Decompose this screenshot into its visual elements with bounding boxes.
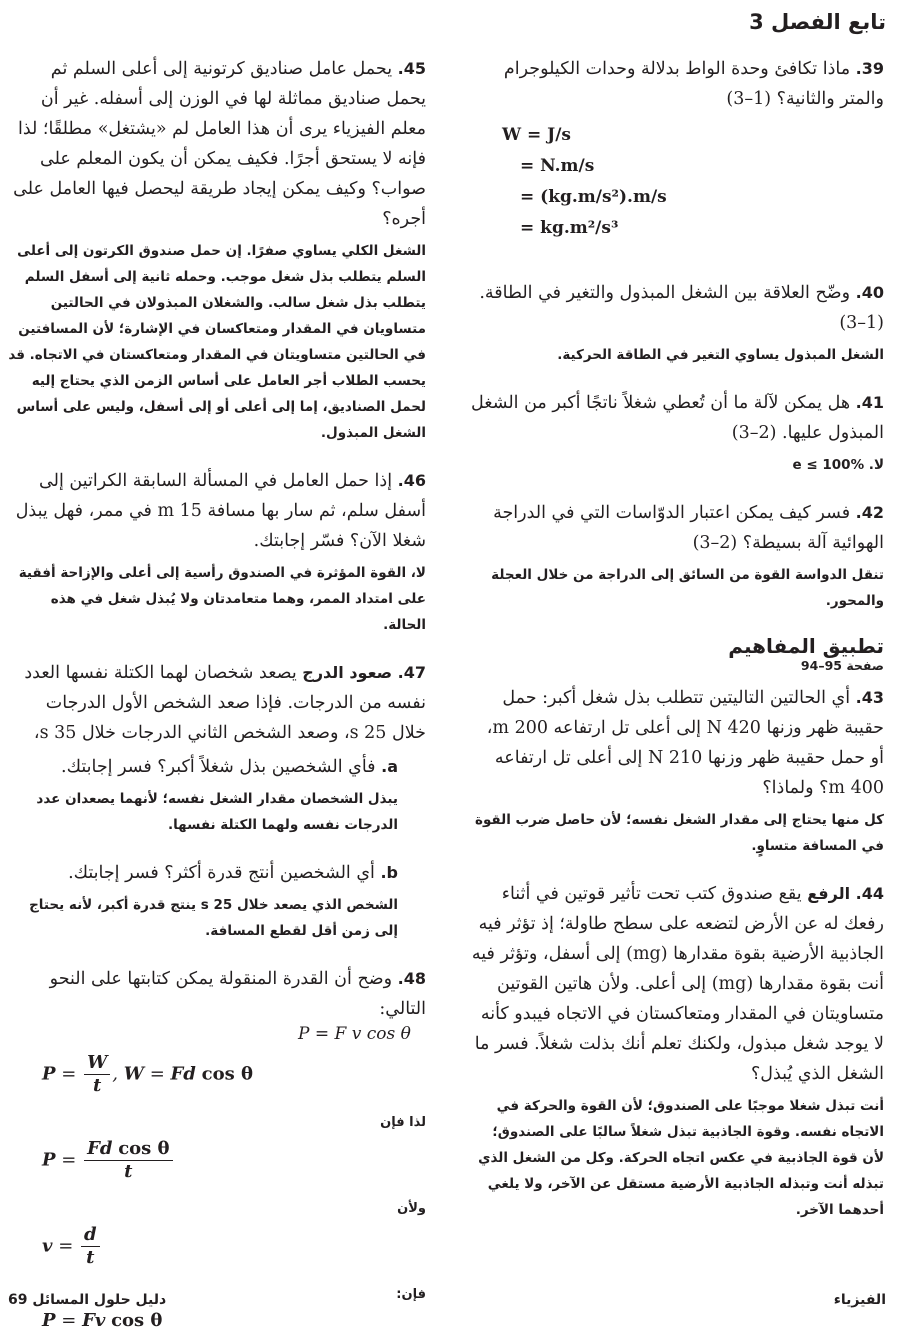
question-45	[8, 54, 426, 234]
footer-subject: الفيزياء	[833, 1292, 886, 1308]
label-so: لذا فإن	[380, 1115, 426, 1130]
formula-text: P = F v cos θ	[298, 1024, 411, 1044]
answer-47a: يبذل الشخصان مقدار الشغل نفسه؛ لأنهما يصعدان عدد الدرجات نفسه ولهما الكتلة نفسها.	[36, 791, 398, 833]
question-42	[470, 498, 884, 558]
equation-line: W = J/s	[502, 125, 571, 145]
derivation-step-4: P = Fv cos θ	[42, 1310, 163, 1331]
answer-44: أنت تبذل شغلا موجبًا على الصندوق؛ لأن القوة والحركة في الاتجاه نفسه. وقوة الجاذبية تبذل شغلاً سالبًا على الصندوق؛ لأن قوة الجاذبية في عكس اتجاه الحركة. وكل من الشغل الذي تبذله أنت وتبذله الجاذبية الأرضية مستقل عن الآخر، ولا يلغي أحدهما الآخر.	[478, 1098, 884, 1218]
answer-47b: الشخص الذي يصعد خلال 25 s ينتج قدرة أكبر، لأنه يحتاج إلى زمن أقل لقطع المسافة.	[29, 897, 398, 939]
question-text: يقع صندوق كتب تحت تأثير قوتين في أثناء رفعك له عن الأرض لتضعه على سطح طاولة؛ إذ تؤثر فيه الجاذبية الأرضية بقوة مقدارها (mg) إلى أسفل، وتؤثر فيه أنت بقوة مقدارها (mg) إلى أعلى. ولأن هاتين القوتين متساويتان في المقدار ومتعاكستان في الاتجاه فيبدو كأنه لا يوجد شغل مبذول، ولكنك تعلم أنك بذلت شغلاً. فسر ما الشغل الذي يُبذل؟	[471, 884, 884, 1084]
equation-line: = (kg.m/s²).m/s	[520, 187, 667, 207]
question-43	[470, 683, 884, 803]
question-40	[470, 278, 884, 338]
question-text: ماذا تكافئ وحدة الواط بدلالة وحدات الكيلوجرام والمتر والثانية؟ (1–3)	[503, 59, 884, 109]
answer-40: الشغل المبذول يساوي التغير في الطاقة الحركية.	[557, 347, 884, 363]
answer-41: لا. e ≤ 100%	[792, 457, 884, 473]
question-44	[470, 879, 884, 1089]
answer-43: كل منها يحتاج إلى مقدار الشغل نفسه؛ لأن حاصل ضرب القوة في المسافة متساوٍ.	[474, 812, 884, 854]
question-number: 40.	[855, 283, 884, 302]
question-number: 42.	[855, 503, 884, 522]
derivation-step-3: v = $\frac{d}{t}$	[8, 1224, 426, 1269]
subquestion-label: b.	[380, 863, 398, 882]
derivation-step-1: P = $\frac{W}{t}$ , W = Fd cos θ	[42, 1052, 253, 1096]
question-number: 48.	[397, 969, 426, 988]
left-column	[8, 54, 426, 1339]
question-46	[8, 466, 426, 556]
subquestion-label: a.	[381, 757, 398, 776]
question-47	[8, 658, 426, 748]
question-number: 44.	[855, 884, 884, 903]
question-39	[470, 54, 884, 114]
label-then: فإن:	[396, 1287, 426, 1302]
equation-line: = N.m/s	[520, 156, 595, 176]
equation-line: = kg.m²/s³	[520, 218, 619, 238]
question-number: 46.	[397, 471, 426, 490]
question-text: يصعد شخصان لهما الكتلة نفسها العدد نفسه من الدرجات. فإذا صعد الشخص الأول الدرجات خلال 25 s، وصعد الشخص الثاني الدرجات خلال 35 s،	[24, 663, 426, 743]
chapter-header: تابع الفصل 3	[749, 10, 886, 34]
question-number: 41.	[855, 393, 884, 412]
question-number: 43.	[855, 688, 884, 707]
watt-derivation	[470, 120, 884, 244]
footer-page: دليل حلول المسائل 69	[8, 1292, 167, 1308]
question-text: فسر كيف يمكن اعتبار الدوّاسات التي في الدراجة الهوائية آلة بسيطة؟ (2–3)	[493, 503, 884, 553]
question-number: 39.	[855, 59, 884, 78]
right-column	[470, 54, 884, 1243]
question-keyword: الرفع	[807, 884, 851, 903]
question-text: هل يمكن لآلة ما أن تُعطي شغلاً ناتجًا أكبر من الشغل المبذول عليها. (2–3)	[471, 393, 884, 443]
question-41	[470, 388, 884, 448]
question-keyword: صعود الدرج	[302, 663, 393, 682]
question-text: وضح أن القدرة المنقولة يمكن كتابتها على النحو التالي:	[49, 969, 426, 1019]
question-47a	[8, 752, 398, 782]
question-48	[8, 964, 426, 1024]
question-text: إذا حمل العامل في المسألة السابقة الكراتين إلى أسفل سلم، ثم سار بها مسافة 15 m في ممر، فهل يبذل شغلا الآن؟ فسّر إجابتك.	[15, 471, 426, 551]
derivation-step-2: P = $\frac{\text{Fd cos θ}}{t}$	[8, 1138, 426, 1183]
answer-42: تنقل الدواسة القوة من السائق إلى الدراجة من خلال العجلة والمحور.	[491, 567, 884, 609]
question-text: وضّح العلاقة بين الشغل المبذول والتغير في الطاقة. (1–3)	[479, 283, 884, 333]
subquestion-text: فأي الشخصين بذل شغلاً أكبر؟ فسر إجابتك.	[61, 757, 376, 777]
label-because: ولأن	[397, 1201, 426, 1216]
question-text: يحمل عامل صناديق كرتونية إلى أعلى السلم ثم يحمل صناديق مماثلة لها في الوزن إلى أسفله. غير أن معلم الفيزياء يرى أن هذا العامل لم «يشتغل» مطلقًا؛ لذا فإنه لا يستحق أجرًا. فكيف يمكن أن يكون المعلم على صواب؟ وكيف يمكن إيجاد طريقة ليحصل فيها العامل على أجره؟	[13, 59, 426, 229]
section-pages: صفحة 95–94	[800, 658, 884, 673]
power-formula	[8, 1024, 426, 1044]
answer-46: لا، القوة المؤثرة في الصندوق رأسية إلى أعلى والإزاحة أفقية على امتداد الممر، وهما متعامدتان ولا يُبذل شغل في هذه الحالة.	[18, 565, 426, 633]
question-number: 47.	[397, 663, 426, 682]
subquestion-text: أي الشخصين أنتج قدرة أكثر؟ فسر إجابتك.	[68, 863, 375, 883]
question-number: 45.	[397, 59, 426, 78]
answer-45: الشغل الكلي يساوي صفرًا. إن حمل صندوق الكرتون إلى أعلى السلم يتطلب بذل شغل موجب. وحمله ثانية إلى أسفل السلم يتطلب بذل شغل سالب. والشغلان المبذولان في الحالتين متساويان في المقدار ومتعاكسان في الإشارة؛ لأن المسافتين في الحالتين متساويتان في المقدار ومتعاكستان في الاتجاه. قد يحسب الطلاب أجر العامل على أساس الزمن الذي يحتاج إليه لحمل الصناديق، إما إلى أعلى أو إلى أسفل، وليس على أساس الشغل المبذول.	[8, 243, 426, 441]
question-text: أي الحالتين التاليتين تتطلب بذل شغل أكبر: حمل حقيبة ظهر وزنها 420 N إلى أعلى تل ارتفاعه 200 m، أو حمل حقيبة ظهر وزنها 210 N إلى أعلى تل ارتفاعه 400 m؟ ولماذا؟	[486, 688, 884, 798]
section-title: تطبيق المفاهيم	[728, 634, 884, 658]
question-47b	[8, 858, 398, 888]
